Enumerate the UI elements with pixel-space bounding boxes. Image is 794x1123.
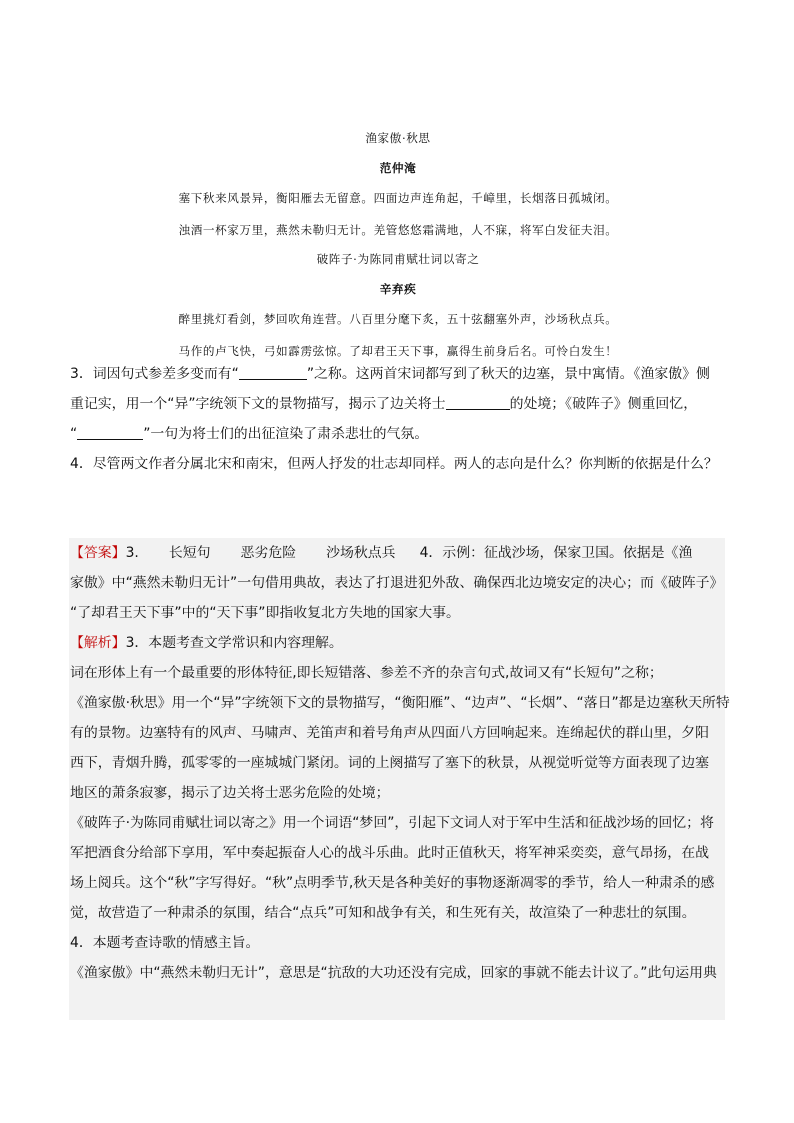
analysis-line: 《破阵子·为陈同甫赋壮词以寄之》用一个词语“梦回”，引起下文词人对于军中生活和征战沙场的回忆；将: [70, 815, 714, 831]
analysis-line: 4．本题考查诗歌的情感主旨。: [70, 935, 260, 951]
poem2-title: 破阵子·为陈同甫赋壮词以寄之: [316, 252, 480, 266]
poem2-line-2: 马作的卢飞快，弓如霹雳弦惊。了却君王天下事，赢得生前身后名。可怜白发生！: [178, 344, 618, 358]
poem1-author: 范仲淹: [379, 161, 417, 175]
answer-line-1: [69, 538, 725, 568]
analysis-line: 《渔家傲》中“燕然未勒归无计”，意思是“抗敌的大功还没有完成，回家的事就不能去计议了。”此句运用典: [70, 965, 717, 981]
question-3-line-3: [70, 419, 726, 449]
analysis-line: 词在形体上有一个最重要的形体特征,即长短错落、参差不齐的杂言句式,故词又有“长短句”之称；: [70, 665, 663, 681]
question-3-line-2: [70, 389, 726, 419]
analysis-line: 军把酒食分给部下享用，军中奏起振奋人心的战斗乐曲。此时正值秋天，将军神采奕奕，意气昂扬，在战: [70, 845, 709, 861]
question-3-text: ”之称。这两首宋词都写到了秋天的边塞，景中寓情。《渔家傲》侧: [306, 366, 710, 382]
answer-blank-1[interactable]: [239, 365, 307, 380]
analysis-line: 有的景物。边塞特有的风声、马啸声、羌笛声和着号角声从四面八方回响起来。连绵起伏的群山里，夕阳: [70, 725, 709, 741]
answer-line-2: 家傲》中“燕然未勒归无计”一句借用典故，表达了打退进犯外敌、确保西北边境安定的决心；而《破阵子》: [70, 575, 724, 591]
answer-3-3: 沙场秋点兵: [326, 545, 396, 561]
analysis-line: 地区的萧条寂寥，揭示了边关将士恶劣危险的处境；: [70, 785, 390, 801]
question-4: 4．尽管两文作者分属北宋和南宋，但两人抒发的壮志却同样。两人的志向是什么？你判断的依据是什么？: [70, 456, 718, 472]
answer-blank-2[interactable]: [446, 395, 510, 410]
analysis-line: 《渔家傲·秋思》用一个“异”字统领下文的景物描写，“衡阳雁”、“边声”、“长烟”、“落日”都是边塞秋天所特: [70, 695, 730, 711]
question-3-text: “: [70, 426, 78, 442]
question-3-text: ”一句为将士们的出征渲染了肃杀悲壮的气氛。: [143, 426, 429, 442]
answer-number-3: 3.: [125, 545, 139, 561]
question-3-line-1: [70, 359, 726, 389]
poem1-line-2: 浊酒一杯家万里，燕然未勒归无计。羌管悠悠霜满地，人不寐，将军白发征夫泪。: [178, 223, 618, 237]
analysis-heading: 3．本题考查文学常识和内容理解。: [125, 635, 343, 651]
question-3-text: 的处境；《破阵子》侧重回忆，: [509, 396, 698, 412]
answer-section: [69, 538, 730, 1020]
analysis-line-1: [69, 628, 725, 658]
analysis-line: 西下，青烟升腾，孤零零的一座城城门紧闭。词的上阕描写了塞下的秋景，从视觉听觉等方面表现了边塞: [70, 755, 709, 771]
answer-3-2: 恶劣危险: [240, 545, 297, 561]
answer-3-1: 长短句: [168, 545, 211, 561]
poem1-line-1: 塞下秋来风景异，衡阳雁去无留意。四面边声连角起，千嶂里，长烟落日孤城闭。: [178, 191, 618, 205]
analysis-line: 场上阅兵。这个“秋”字写得好。“秋”点明季节,秋天是各种美好的事物逐渐凋零的季节，给人一种肃杀的感: [70, 875, 715, 891]
answer-blank-3[interactable]: [77, 425, 143, 440]
analysis-tag: 【解析】: [70, 635, 126, 651]
answer-4-start: 4．示例：征战沙场，保家卫国。依据是《渔: [419, 545, 693, 561]
analysis-line: 觉，故营造了一种肃杀的氛围，结合“点兵”可知和战争有关，和生死有关，故渲染了一种悲壮的氛围。: [70, 905, 696, 921]
question-3-text: 3．词因句式参差多变而有“: [70, 366, 239, 382]
poem1-title: 渔家傲·秋思: [365, 131, 431, 145]
question-3-text: 重记实，用一个“异”字统领下文的景物描写，揭示了边关将士: [70, 396, 446, 412]
poem-section: [70, 130, 726, 375]
poem2-author: 辛弃疾: [379, 282, 417, 296]
questions-section: [70, 359, 726, 479]
answer-line-3: “了却君王天下事”中的“天下事”即指收复北方失地的国家大事。: [70, 605, 460, 621]
poem2-line-1: 醉里挑灯看剑，梦回吹角连营。八百里分麾下炙，五十弦翻塞外声，沙场秋点兵。: [178, 312, 618, 326]
answer-tag: 【答案】: [70, 545, 126, 561]
